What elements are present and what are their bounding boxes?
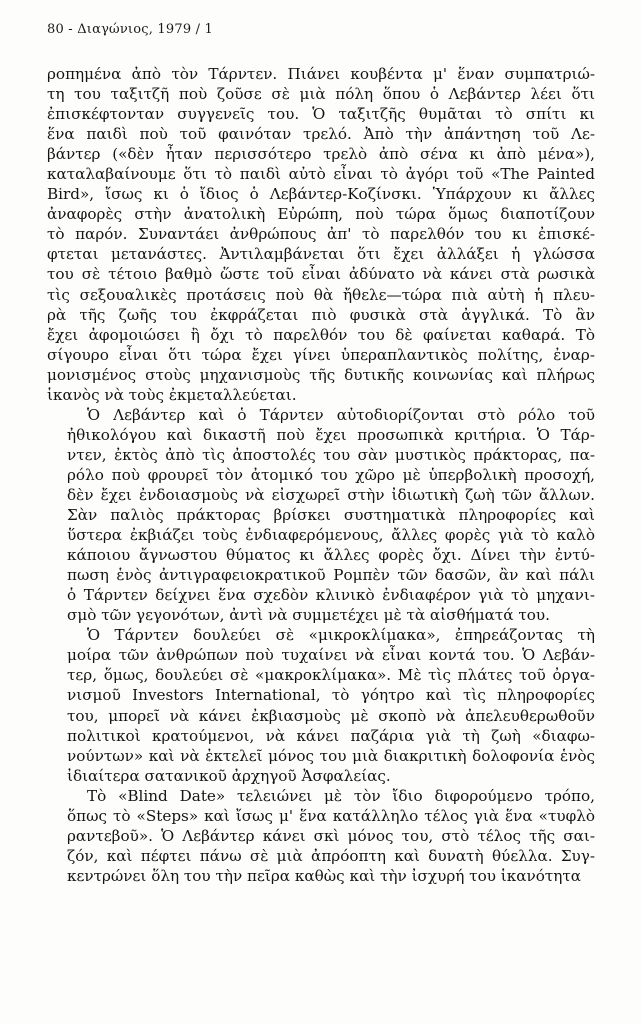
text-line: του σὲ τέτοιο βαθμὸ ὥστε τοῦ εἶναι ἀδύνατο νὰ κάνει στὰ ρωσικὰ bbox=[47, 265, 595, 284]
text-line: ροπημένα ἀπὸ τὸν Τάρντεν. Πιάνει κουβέντα μ' ἕναν συμπατριώ- bbox=[47, 65, 595, 83]
text-line: ὕστερα ἐκβιάζει τοὺς ἐνδιαφερόμενους, ἄλλες φορὲς γιὰ τὸ καλὸ bbox=[67, 526, 595, 545]
text-line: φτεται μετανάστες. Ἀντιλαμβάνεται ὅτι ἔχει ἀλλάξει ἡ γλώσσα bbox=[47, 245, 595, 264]
text-line: σμὸ τῶν γεγονότων, ἀντὶ νὰ συμμετέχει μὲ τὰ αἰσθήματά του. bbox=[67, 606, 550, 625]
text-line: πολιτικοὶ κρατούμενοι, νὰ κάνει παζάρια γιὰ τὴ ζωὴ «διαφω- bbox=[67, 726, 595, 745]
text-line: ἱκανὸς νὰ τοὺς ἐκμεταλλεύεται. bbox=[47, 385, 297, 404]
text-line: ρόλο ποὺ φρουρεῖ τὸν ἀτομικό του χῶρο μὲ ὑπερβολικὴ προσοχή, bbox=[67, 465, 595, 484]
text-line: Ὁ Λεβάντερ καὶ ὁ Τάρντεν αὐτοδιορίζονται στὸ ρόλο τοῦ bbox=[87, 405, 595, 424]
text-line: Σὰν παλιὸς πράκτορας βρίσκει συστηματικὰ πληροφορίες καὶ bbox=[67, 506, 595, 525]
text-line: νισμοῦ Investors International, τὸ γόητρο καὶ τὶς πληροφορίες bbox=[67, 686, 595, 705]
text-line: ὅπως τὸ «Steps» καὶ ἴσως μ' ἕνα κατάλληλο τέλος γιὰ ἕνα «τυφλὸ bbox=[67, 806, 595, 825]
text-line: Bird», ἴσως κι ὁ ἴδιος ὁ Λεβάντερ-Κοζίνσκι. Ὑπάρχουν κι ἄλλες bbox=[47, 185, 595, 204]
paragraph bbox=[47, 405, 595, 626]
text-line: μοίρα τῶν ἀνθρώπων ποὺ τυχαίνει νὰ εἶναι κοντά του. Ὁ Λεβάν- bbox=[67, 646, 595, 665]
text-line: τη του ταξιτζῆ ποὺ ζοῦσε σὲ μιὰ πόλη ὅπου ὁ Λεβάντερ λέει ὅτι bbox=[47, 85, 595, 104]
text-line: καταλαβαίνουμε ὅτι τὸ παιδὶ αὐτὸ εἶναι τὸ ἀγόρι τοῦ «The Painted bbox=[47, 165, 595, 184]
text-line: ρὰ τῆς ζωῆς του ἐκφράζεται πιὸ φυσικὰ στὰ ἀγγλικά. Τὸ ἂν bbox=[47, 305, 595, 324]
text-line: ζόν, καὶ πέφτει πάνω σὲ μιὰ ἀπρόοπτη καὶ δυνατὴ θύελλα. Συγ- bbox=[67, 846, 595, 865]
text-line: ἐπισκέφτονταν συγγενεῖς του. Ὁ ταξιτζῆς θυμᾶται τὸ σπίτι κι bbox=[47, 105, 595, 124]
text-line: ἠθικολόγου καὶ δικαστῆ ποὺ ἔχει προσωπικὰ κριτήρια. Ὁ Τάρ- bbox=[67, 425, 595, 444]
body-text bbox=[47, 64, 595, 886]
text-line: ἰδιαίτερα σατανικοῦ ἀρχηγοῦ Ἀσφαλείας. bbox=[67, 766, 391, 785]
text-line: σίγουρο εἶναι ὅτι τώρα ἔχει γίνει ὑπεραπλαντικὸς πολίτης, ἐναρ- bbox=[47, 345, 595, 364]
text-line: ραντεβοῦ». Ὁ Λεβάντερ κάνει σκὶ μόνος του, στὸ τέλος τῆς σαι- bbox=[67, 826, 595, 845]
text-line: του, μπορεῖ νὰ κάνει ἐκβιασμοὺς μὲ σκοπὸ νὰ ἀπελευθερωθοῦν bbox=[67, 706, 595, 725]
text-line: κεντρώνει ὅλη του τὴν πεῖρα καθὼς καὶ τὴν ἰσχυρή του ἱκανότητα bbox=[67, 866, 582, 885]
text-line: βάντερ («δὲν ἦταν περισσότερο τρελὸ ἀπὸ σένα κι ἀπὸ μένα»), bbox=[47, 145, 595, 164]
text-line: τερ, ὅμως, δουλεύει σὲ «μακροκλίμακα». Μὲ τὶς πλάτες τοῦ ὀργα- bbox=[67, 666, 595, 685]
running-head: 80 - Διαγώνιος, 1979 / 1 bbox=[47, 22, 214, 37]
paragraph bbox=[47, 786, 595, 886]
text-line: ἀναφορὲς στὴν ἀνατολικὴ Εὐρώπη, ποὺ τώρα ὅμως διαποτίζουν bbox=[47, 205, 595, 224]
text-line: Ὁ Τάρντεν δουλεύει σὲ «μικροκλίμακα», ἐπηρεάζοντας τὴ bbox=[87, 626, 595, 645]
text-line: ἕνα παιδὶ ποὺ τοῦ φαινόταν τρελό. Ἀπὸ τὴν ἀπάντηση τοῦ Λε- bbox=[47, 125, 595, 144]
text-line: κάποιου ἄγνωστου θύματος κι ἄλλες φορὲς ὄχι. Δίνει τὴν ἐντύ- bbox=[67, 546, 595, 565]
text-line: δὲν ἔχει ἐνδοιασμοὺς νὰ εἰσχωρεῖ στὴν ἰδιωτικὴ ζωὴ τῶν ἄλλων. bbox=[67, 485, 595, 504]
text-line: νούντων» καὶ νὰ ἐκτελεῖ μόνος του μιὰ διακριτικὴ δολοφονία ἑνὸς bbox=[67, 746, 595, 765]
text-line: πωση ἑνὸς ἀντιγραφειοκρατικοῦ Ρομπὲν τῶν δασῶν, ἂν καὶ πάλι bbox=[67, 566, 595, 585]
text-line: Τὸ «Blind Date» τελειώνει μὲ τὸν ἴδιο διφορούμενο τρόπο, bbox=[87, 786, 595, 805]
text-line: τὶς σεξουαλικὲς προτάσεις ποὺ θὰ ἤθελε—τώρα πιὰ αὐτὴ ἡ πλευ- bbox=[47, 285, 595, 304]
text-line: ντεν, ἐκτὸς ἀπὸ τὶς ἀποστολές του σὰν μυστικὸς πράκτορας, πα- bbox=[67, 445, 595, 464]
text-line: τὸ παρόν. Συναντάει ἀνθρώπους ἀπ' τὸ παρελθόν του κι ἐπισκέ- bbox=[47, 225, 595, 244]
text-line: μονισμένος στοὺς μηχανισμοὺς τῆς δυτικῆς κοινωνίας καὶ πλήρως bbox=[47, 365, 595, 384]
paragraph bbox=[47, 64, 595, 405]
text-line: ὁ Τάρντεν δείχνει ἕνα σχεδὸν κλινικὸ ἐνδιαφέρον γιὰ τὸ μηχανι- bbox=[67, 586, 595, 605]
paragraph bbox=[47, 625, 595, 785]
text-line: ἔχει ἀφομοιώσει ἢ ὄχι τὸ παρελθόν του δὲ φαίνεται καθαρά. Τὸ bbox=[47, 325, 595, 344]
